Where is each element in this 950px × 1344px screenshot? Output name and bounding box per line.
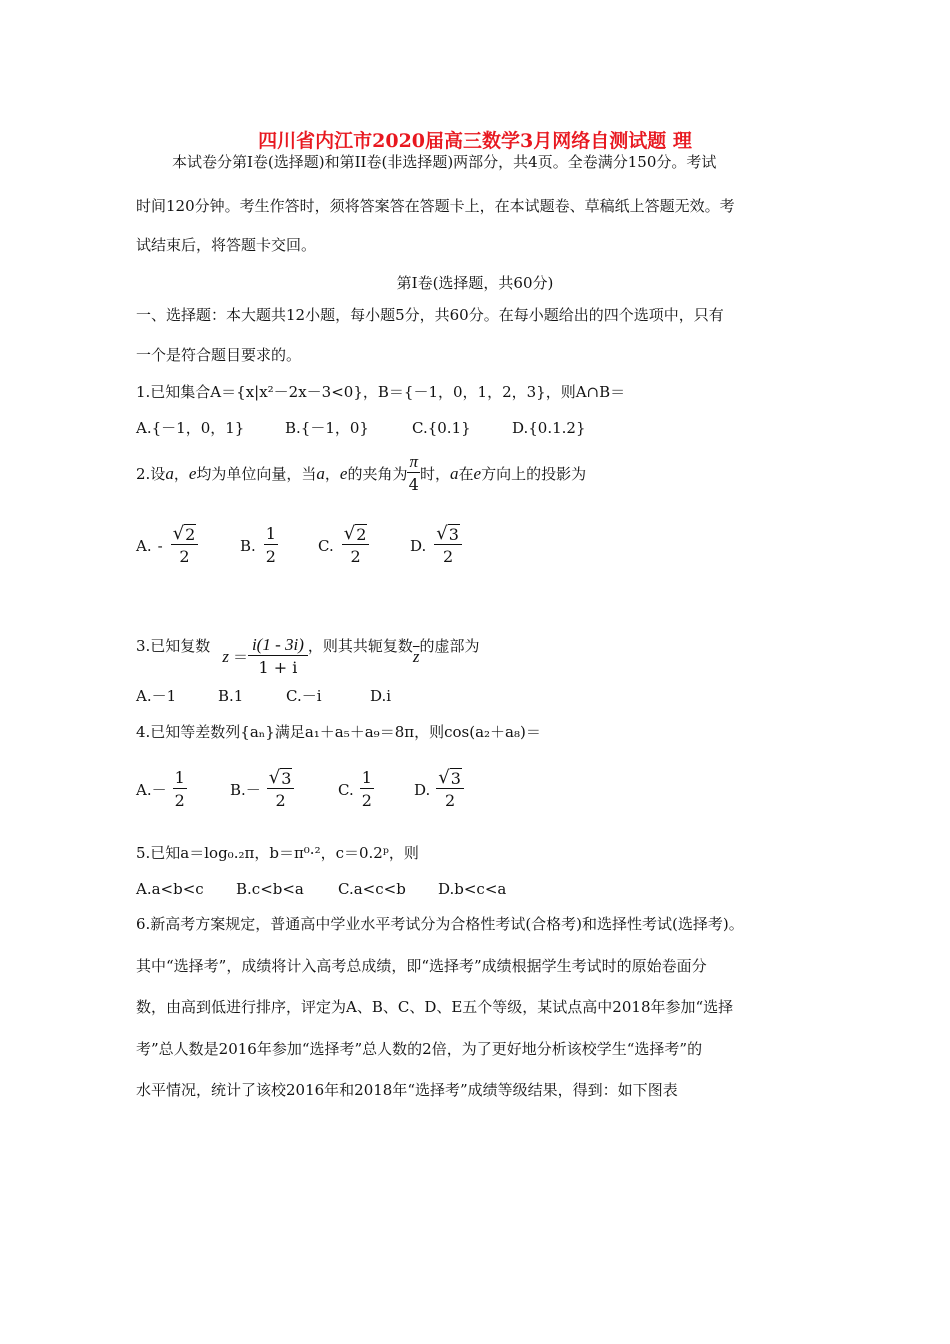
q4-option-b-numerator: √ 3	[267, 768, 295, 789]
q2-text-5: 在	[458, 464, 474, 483]
q2-option-d-denominator: 2	[443, 547, 454, 566]
q3-text-2: ，则其共轭复数	[307, 636, 413, 655]
q2-option-a-sign: -	[157, 536, 163, 555]
q2-sep: ，	[173, 464, 189, 483]
q2-angle-numerator: π	[409, 452, 418, 471]
q1-stem: 1.已知集合A＝{x|x²－2x－3<0}，B＝{－1，0，1，2，3}，则A∩B＝	[136, 383, 626, 401]
q4-option-d	[414, 768, 464, 811]
q4-option-d-label: D.	[414, 780, 431, 799]
q4-option-b-value	[267, 768, 295, 811]
q5-option-d: D.b<c<a	[438, 880, 507, 898]
q2-var-a: a	[165, 463, 174, 483]
q3-option-b: B.1	[218, 687, 244, 705]
q2-var-e: e	[188, 463, 197, 483]
q1-option-b: B.{－1，0}	[285, 419, 369, 437]
q2-var-e-3: e	[473, 463, 482, 483]
q4-option-c-denominator: 2	[361, 791, 372, 810]
intro-line-1: 本试卷分第Ⅰ卷(选择题)和第II卷(非选择题)两部分，共4页。全卷满分150分。考试	[172, 153, 717, 171]
q2-option-c-value	[342, 524, 370, 567]
document-title: 四川省内江市2020届高三数学3月网络自测试题 理	[258, 130, 692, 152]
q2-text-4: 时，	[420, 464, 451, 483]
q2-text-6: 方向上的投影为	[481, 464, 587, 483]
q2-angle-denominator: 4	[408, 475, 419, 494]
intro-line-3: 试结束后，将答题卡交回。	[136, 236, 317, 254]
q2-option-d-label: D.	[410, 536, 427, 555]
q4-stem: 4.已知等差数列{aₙ}满足a₁＋a₅＋a₉＝8π，则cos(a₂＋a₈)＝	[136, 723, 541, 741]
q2-option-d	[410, 524, 462, 567]
q2-var-e-2: e	[339, 463, 348, 483]
q2-option-c-denominator: 2	[350, 547, 361, 566]
q6-line-1: 6.新高考方案规定，普通高中学业水平考试分为合格性考试(合格考)和选择性考试(选择考)。	[136, 915, 744, 933]
q5-option-a: A.a<b<c	[136, 880, 204, 898]
q2-option-a-denominator: 2	[179, 547, 190, 566]
q2-angle-fraction	[407, 452, 420, 495]
q2-option-c-numerator: √ 2	[342, 524, 370, 545]
q3-equals: ＝	[232, 647, 248, 666]
q2-option-c-label: C.	[318, 536, 334, 555]
q2-sep-2: ，	[324, 464, 340, 483]
q2-option-a	[136, 524, 198, 567]
q4-option-b-denominator: 2	[275, 791, 286, 810]
q2-option-b-denominator: 2	[265, 547, 276, 566]
q6-line-5: 水平情况，统计了该校2016年和2018年“选择考”成绩等级结果，得到：如下图表	[136, 1081, 678, 1099]
q4-option-a-numerator: 1	[174, 768, 185, 787]
q4-option-a-denominator: 2	[174, 791, 185, 810]
q2-option-a-value	[171, 524, 199, 567]
q3-numerator: i(1 - 3i)	[248, 635, 308, 656]
q2-option-a-numerator: √ 2	[171, 524, 199, 545]
q4-option-a-value	[173, 768, 187, 811]
q3-option-c: C.－i	[286, 687, 322, 705]
q2-option-b-numerator: 1	[265, 524, 276, 543]
q6-line-3: 数，由高到低进行排序，评定为A、B、C、D、E五个等级，某试点高中2018年参加“选择	[136, 998, 734, 1016]
intro-line-2: 时间120分钟。考生作答时，须将答案答在答题卡上，在本试题卷、草稿纸上答题无效。考	[136, 197, 735, 215]
q2-option-b	[240, 524, 278, 567]
section1-line-1: 一、选择题：本大题共12小题，每小题5分，共60分。在每小题给出的四个选项中，只有	[136, 306, 724, 324]
q4-option-d-value	[436, 768, 464, 811]
q4-option-d-denominator: 2	[445, 791, 456, 810]
part1-heading: 第Ⅰ卷(选择题，共60分)	[396, 274, 554, 292]
q4-option-a-label: A.－	[136, 780, 167, 799]
q3-conjugate-z: $\overline{z}$	[412, 646, 420, 666]
q2-option-c	[318, 524, 369, 567]
q5-option-b: B.c<b<a	[236, 880, 304, 898]
q1-option-d: D.{0.1.2}	[512, 419, 586, 437]
section1-line-2: 一个是符合题目要求的。	[136, 346, 302, 364]
q2-option-b-value	[264, 524, 278, 567]
q4-option-d-numerator: √ 3	[436, 768, 464, 789]
q3-fraction	[248, 635, 308, 678]
q2-option-d-value	[434, 524, 462, 567]
q3-stem	[136, 613, 480, 678]
q3-text-1: 3.已知复数	[136, 636, 211, 655]
q3-option-a: A.－1	[136, 687, 177, 705]
q4-option-c-value	[360, 768, 374, 811]
q2-stem	[136, 452, 586, 495]
q1-option-c: C.{0.1}	[412, 419, 471, 437]
q3-option-d: D.i	[370, 687, 392, 705]
q2-text-3: 的夹角为	[347, 464, 408, 483]
q2-option-b-label: B.	[240, 536, 256, 555]
q4-option-b-label: B.－	[230, 780, 261, 799]
q4-option-a	[136, 768, 187, 811]
q6-line-2: 其中“选择考”，成绩将计入高考总成绩，即“选择考”成绩根据学生考试时的原始卷面分	[136, 957, 707, 975]
q4-option-c-label: C.	[338, 780, 354, 799]
q2-var-a-3: a	[450, 463, 459, 483]
q1-option-a: A.{－1，0，1}	[136, 419, 245, 437]
q2-text-1: 2.设	[136, 464, 166, 483]
q4-option-c-numerator: 1	[361, 768, 372, 787]
q2-text-2: 均为单位向量，当	[196, 464, 317, 483]
q2-var-a-2: a	[316, 463, 325, 483]
q4-option-b	[230, 768, 294, 811]
q3-var-z: z	[222, 646, 229, 666]
q3-denominator: 1 + i	[258, 658, 298, 677]
q5-option-c: C.a<c<b	[338, 880, 406, 898]
q3-text-3: 的虚部为	[419, 636, 480, 655]
q2-option-d-numerator: √ 3	[434, 524, 462, 545]
q2-option-a-label: A.	[136, 536, 152, 555]
q5-stem: 5.已知a＝log₀.₂π，b＝π⁰·²，c＝0.2ᵖ，则	[136, 844, 419, 862]
q6-line-4: 考”总人数是2016年参加“选择考”总人数的2倍，为了更好地分析该校学生“选择考”的	[136, 1040, 703, 1058]
q4-option-c	[338, 768, 374, 811]
